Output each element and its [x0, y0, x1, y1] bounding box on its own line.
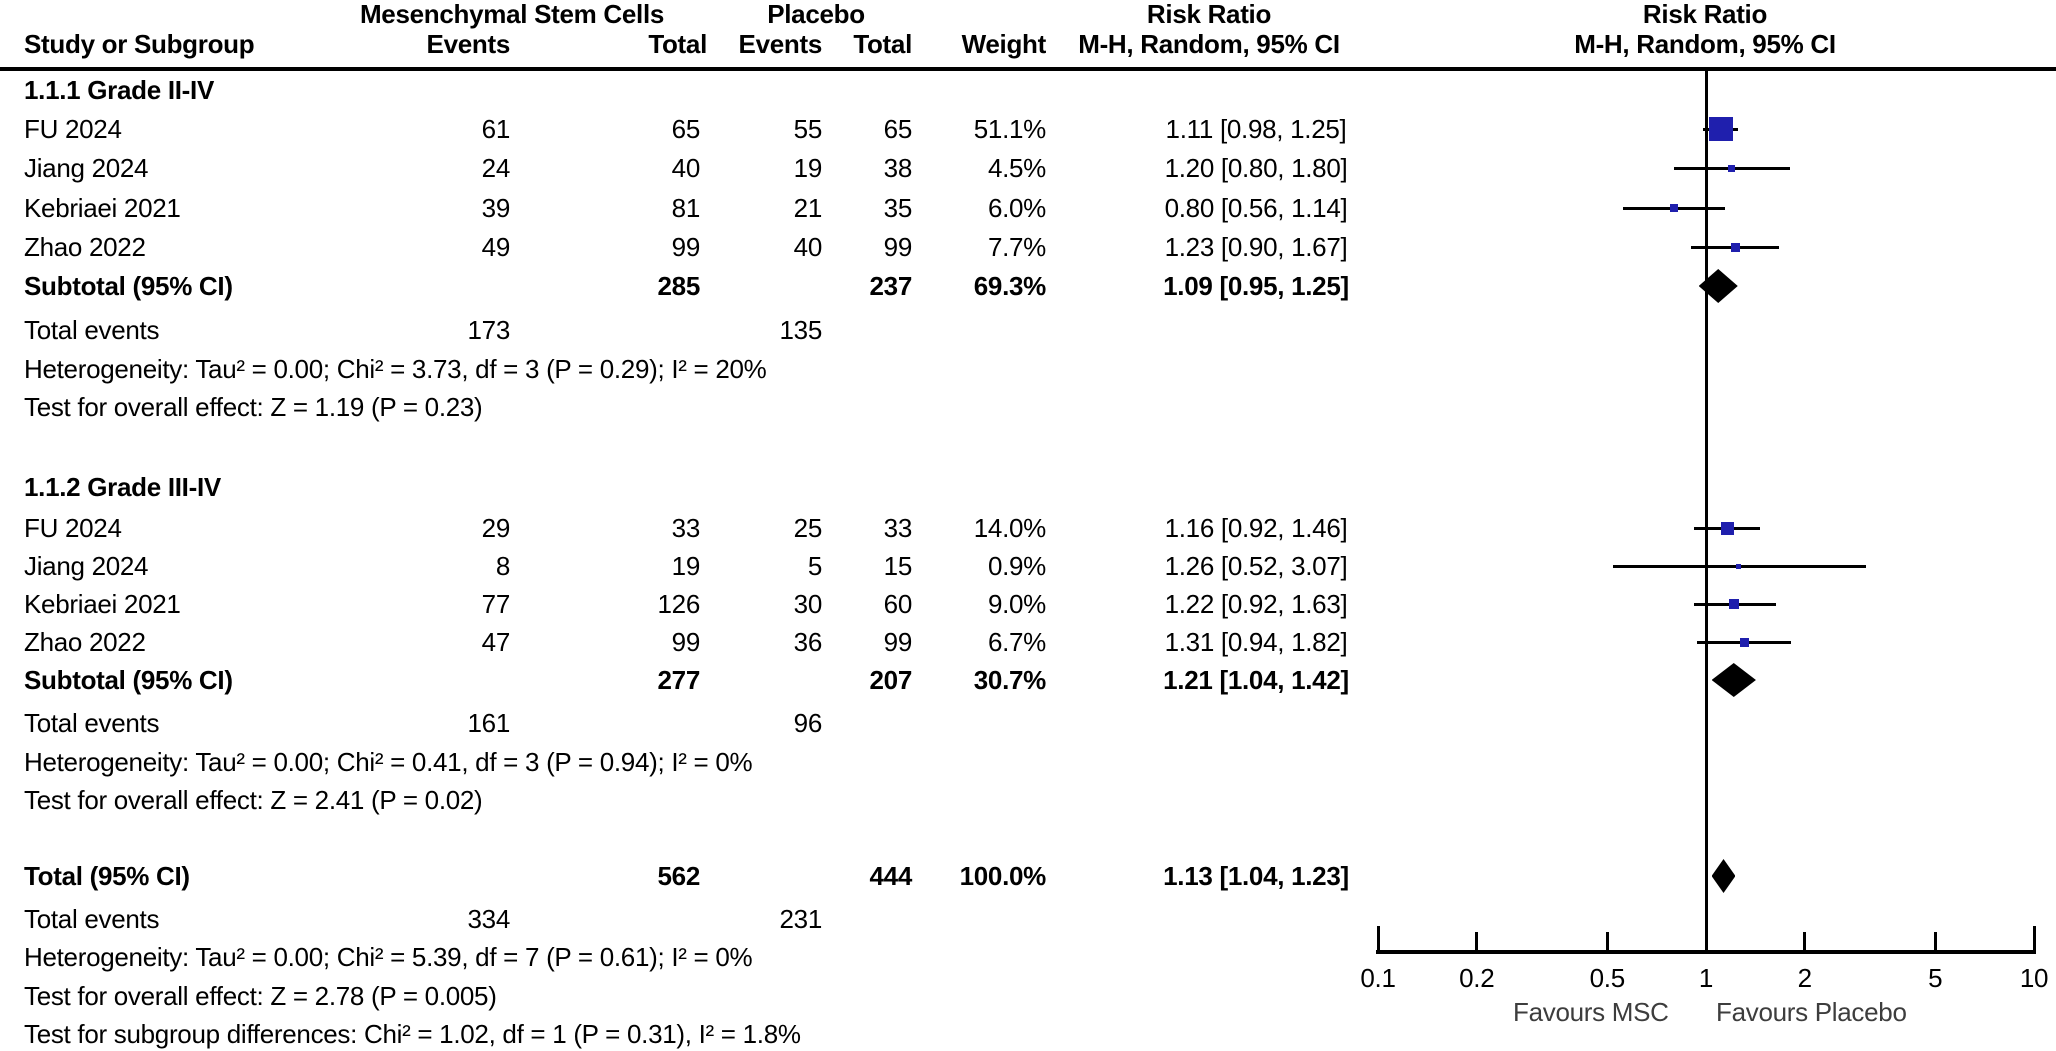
weight-value: 6.0% [987, 193, 1046, 223]
msc-total-value: 126 [657, 589, 700, 619]
placebo-total-value: 35 [883, 193, 912, 223]
header-method-column: M-H, Random, 95% CI [1078, 29, 1340, 59]
axis-tick-label: 10 [2019, 963, 2049, 993]
placebo-total-value: 65 [883, 114, 912, 144]
subtotal-placebo-total: 207 [869, 665, 912, 695]
heterogeneity-note: Heterogeneity: Tau² = 0.00; Chi² = 5.39, df = 7 (P = 0.61); I² = 0% [24, 942, 753, 972]
study-label: Kebriaei 2021 [24, 589, 181, 619]
total-events-msc: 173 [467, 315, 510, 345]
weight-value: 9.0% [987, 589, 1046, 619]
subtotal-label: Subtotal (95% CI) [24, 665, 233, 695]
risk-ratio-ci-value: 1.11 [0.98, 1.25] [1165, 114, 1347, 144]
placebo-total-value: 33 [883, 513, 912, 543]
subtotal-diamond [1712, 663, 1756, 697]
placebo-events-value: 55 [793, 114, 822, 144]
subtotal-risk-ratio-ci: 1.21 [1.04, 1.42] [1163, 665, 1349, 695]
total-label: Total (95% CI) [24, 861, 190, 891]
axis-tick-label: 0.2 [1459, 963, 1495, 993]
header-msc-events: Events [426, 29, 510, 59]
heterogeneity-note: Heterogeneity: Tau² = 0.00; Chi² = 0.41, df = 3 (P = 0.94); I² = 0% [24, 747, 753, 777]
study-label: Jiang 2024 [24, 551, 149, 581]
axis-tick [1705, 932, 1708, 952]
msc-events-value: 61 [481, 114, 510, 144]
risk-ratio-ci-value: 1.16 [0.92, 1.46] [1164, 513, 1348, 543]
subtotal-placebo-total: 237 [869, 271, 912, 301]
msc-total-value: 33 [671, 513, 700, 543]
msc-total-value: 81 [671, 193, 700, 223]
total-risk-ratio-ci: 1.13 [1.04, 1.23] [1163, 861, 1349, 891]
total-events-placebo: 231 [779, 904, 822, 934]
msc-events-value: 47 [481, 627, 510, 657]
total-events-placebo: 96 [793, 708, 822, 738]
weight-value: 0.9% [987, 551, 1046, 581]
overall-effect-note: Test for overall effect: Z = 2.78 (P = 0.005) [24, 981, 497, 1011]
axis-tick-label: 0.5 [1589, 963, 1625, 993]
study-label: Kebriaei 2021 [24, 193, 181, 223]
overall-effect-note: Test for overall effect: Z = 1.19 (P = 0.23) [24, 392, 483, 422]
subgroup-title: 1.1.1 Grade II-IV [24, 75, 214, 105]
axis-tick-label: 2 [1797, 963, 1812, 993]
effect-marker [1721, 522, 1734, 535]
overall-effect-note: Test for overall effect: Z = 2.41 (P = 0.02) [24, 785, 483, 815]
header-weight: Weight [961, 29, 1046, 59]
effect-marker [1670, 204, 1678, 212]
weight-value: 7.7% [987, 232, 1046, 262]
placebo-events-value: 25 [793, 513, 822, 543]
weight-value: 6.7% [987, 627, 1046, 657]
study-label: Jiang 2024 [24, 153, 149, 183]
msc-events-value: 49 [481, 232, 510, 262]
axis-tick [1377, 926, 1380, 952]
weight-value: 51.1% [973, 114, 1046, 144]
axis-tick-label: 5 [1928, 963, 1943, 993]
risk-ratio-ci-value: 1.26 [0.52, 3.07] [1164, 551, 1348, 581]
placebo-total-value: 60 [883, 589, 912, 619]
placebo-events-value: 5 [807, 551, 822, 581]
subgroup-differences-note: Test for subgroup differences: Chi² = 1.02, df = 1 (P = 0.31), I² = 1.8% [24, 1019, 801, 1049]
header-risk-ratio-column-label: Risk Ratio [1146, 0, 1272, 29]
risk-ratio-ci-value: 1.23 [0.90, 1.67] [1164, 232, 1348, 262]
msc-events-value: 8 [495, 551, 510, 581]
msc-total-value: 99 [671, 232, 700, 262]
total-placebo-total: 444 [869, 861, 912, 891]
header-placebo-events: Events [738, 29, 822, 59]
effect-marker [1729, 599, 1739, 609]
favours-left-label: Favours MSC [1513, 997, 1669, 1027]
header-risk-ratio-plot-label: Risk Ratio [1642, 0, 1768, 29]
heterogeneity-note: Heterogeneity: Tau² = 0.00; Chi² = 3.73, df = 3 (P = 0.29); I² = 20% [24, 354, 767, 384]
favours-right-label: Favours Placebo [1716, 997, 1907, 1027]
total-events-msc: 161 [467, 708, 510, 738]
no-effect-vertical-line [1705, 71, 1708, 954]
placebo-total-value: 99 [883, 232, 912, 262]
subtotal-msc-total: 285 [657, 271, 700, 301]
header-divider-rule [0, 67, 2056, 71]
weight-value: 14.0% [973, 513, 1046, 543]
msc-events-value: 39 [481, 193, 510, 223]
msc-events-value: 29 [481, 513, 510, 543]
effect-marker [1736, 564, 1741, 569]
total-events-label: Total events [24, 708, 160, 738]
header-placebo-total: Total [853, 29, 912, 59]
placebo-total-value: 99 [883, 627, 912, 657]
placebo-events-value: 40 [793, 232, 822, 262]
risk-ratio-ci-value: 1.20 [0.80, 1.80] [1164, 153, 1348, 183]
msc-events-value: 77 [481, 589, 510, 619]
study-label: Zhao 2022 [24, 232, 146, 262]
axis-tick [1934, 932, 1937, 952]
header-placebo-group-label: Placebo [767, 0, 865, 29]
placebo-total-value: 15 [883, 551, 912, 581]
msc-total-value: 99 [671, 627, 700, 657]
subgroup-title: 1.1.2 Grade III-IV [24, 472, 221, 502]
risk-ratio-ci-value: 1.31 [0.94, 1.82] [1164, 627, 1348, 657]
weight-value: 4.5% [987, 153, 1046, 183]
total-msc-total: 562 [657, 861, 700, 891]
total-events-label: Total events [24, 315, 160, 345]
header-method-plot: M-H, Random, 95% CI [1574, 29, 1836, 59]
msc-events-value: 24 [481, 153, 510, 183]
header-study-or-subgroup: Study or Subgroup [24, 29, 255, 59]
total-events-msc: 334 [467, 904, 510, 934]
subtotal-label: Subtotal (95% CI) [24, 271, 233, 301]
msc-total-value: 65 [671, 114, 700, 144]
total-events-label: Total events [24, 904, 160, 934]
msc-total-value: 19 [671, 551, 700, 581]
placebo-events-value: 21 [793, 193, 822, 223]
axis-tick-label: 0.1 [1360, 963, 1396, 993]
axis-tick [2033, 926, 2036, 952]
total-events-placebo: 135 [779, 315, 822, 345]
total-diamond [1712, 859, 1736, 893]
risk-ratio-ci-value: 1.22 [0.92, 1.63] [1164, 589, 1348, 619]
effect-marker [1740, 638, 1749, 647]
study-label: FU 2024 [24, 114, 122, 144]
effect-marker [1728, 165, 1735, 172]
placebo-events-value: 36 [793, 627, 822, 657]
axis-tick [1803, 932, 1806, 952]
study-label: Zhao 2022 [24, 627, 146, 657]
subtotal-msc-total: 277 [657, 665, 700, 695]
total-weight: 100.0% [959, 861, 1046, 891]
risk-ratio-ci-value: 0.80 [0.56, 1.14] [1164, 193, 1348, 223]
axis-tick-label: 1 [1698, 963, 1714, 993]
effect-marker [1709, 117, 1733, 141]
axis-tick [1475, 932, 1478, 952]
header-msc-group-label: Mesenchymal Stem Cells [359, 0, 665, 29]
study-label: FU 2024 [24, 513, 122, 543]
header-msc-total: Total [648, 29, 707, 59]
axis-tick [1606, 932, 1609, 952]
subtotal-risk-ratio-ci: 1.09 [0.95, 1.25] [1163, 271, 1349, 301]
msc-total-value: 40 [671, 153, 700, 183]
placebo-events-value: 19 [793, 153, 822, 183]
placebo-events-value: 30 [793, 589, 822, 619]
placebo-total-value: 38 [883, 153, 912, 183]
subtotal-weight: 30.7% [973, 665, 1046, 695]
subtotal-weight: 69.3% [973, 271, 1046, 301]
effect-marker [1731, 243, 1740, 252]
